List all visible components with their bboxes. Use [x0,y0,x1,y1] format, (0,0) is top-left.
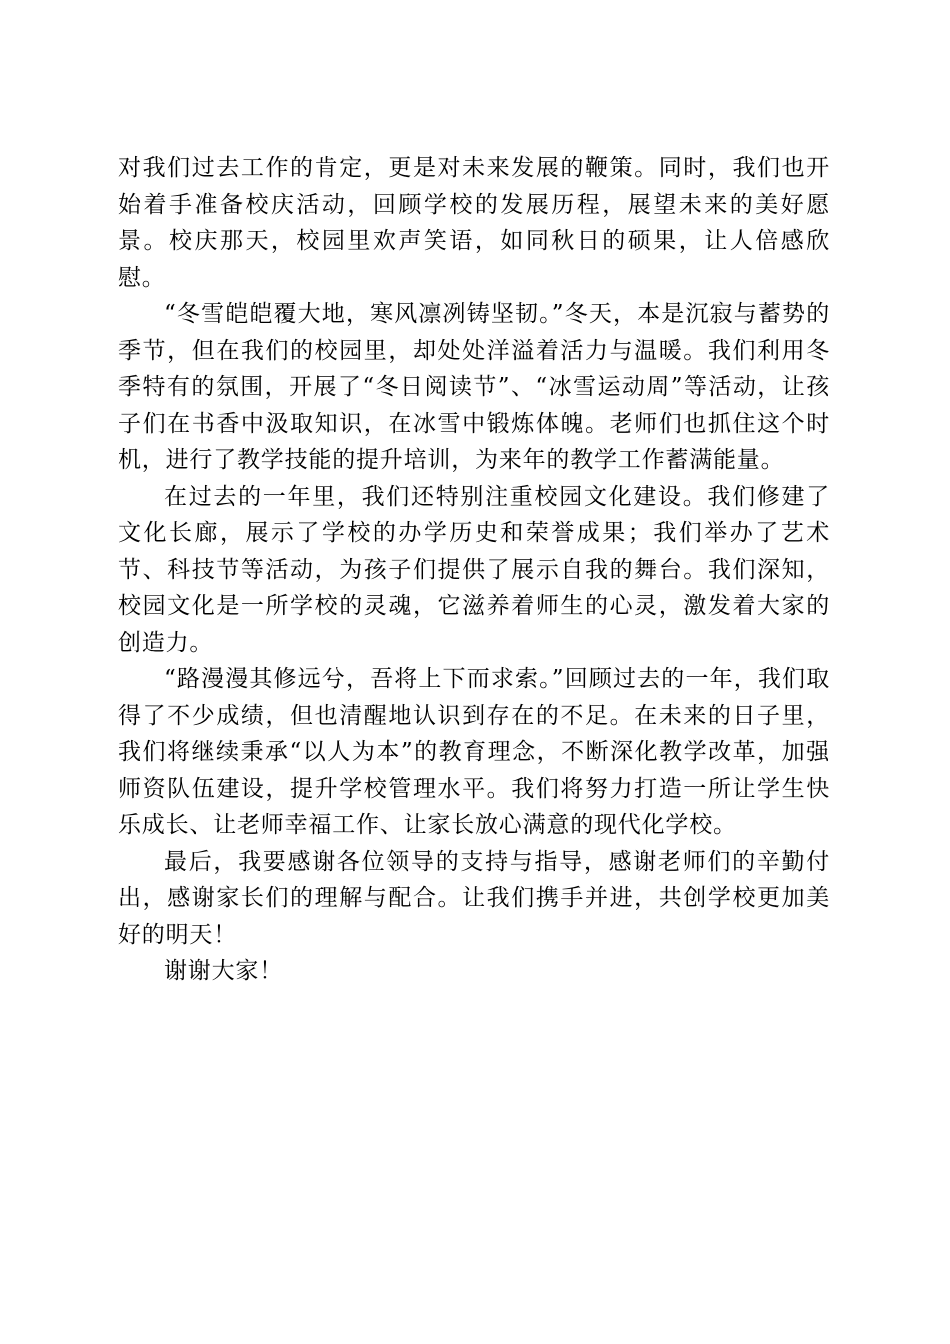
paragraph-thanks: 最后，我要感谢各位领导的支持与指导，感谢老师们的辛勤付出，感谢家长们的理解与配合。让我们携手并进，共创学校更加美好的明天！ [118,848,830,948]
paragraph-campus-culture: 在过去的一年里，我们还特别注重校园文化建设。我们修建了文化长廊，展示了学校的办学历史和荣誉成果；我们举办了艺术节、科技节等活动，为孩子们提供了展示自我的舞台。我们深知，校园文化是一所学校的灵魂，它滋养着师生的心灵，激发着大家的创造力。 [118,483,830,656]
paragraph-winter: “冬雪皑皑覆大地，寒风凛冽铸坚韧。”冬天，本是沉寂与蓄势的季节，但在我们的校园里，却处处洋溢着活力与温暖。我们利用冬季特有的氛围，开展了“冬日阅读节”、“冰雪运动周”等活动，让孩子们在书香中汲取知识，在冰雪中锻炼体魄。老师们也抓住这个时机，进行了教学技能的提升培训，为来年的教学工作蓄满能量。 [118,301,830,473]
paragraph-school-anniversary: 对我们过去工作的肯定，更是对未来发展的鞭策。同时，我们也开始着手准备校庆活动，回顾学校的发展历程，展望未来的美好愿景。校庆那天，校园里欢声笑语，如同秋日的硕果，让人倍感欣慰。 [118,155,830,291]
document-body [118,150,830,990]
paragraph-future-outlook: “路漫漫其修远兮，吾将上下而求索。”回顾过去的一年，我们取得了不少成绩，但也清醒地认识到存在的不足。在未来的日子里，我们将继续秉承“以人为本”的教育理念，不断深化教学改革，加强师资队伍建设，提升学校管理水平。我们将努力打造一所让学生快乐成长、让老师幸福工作、让家长放心满意的现代化学校。 [118,666,830,838]
paragraph-closing: 谢谢大家！ [164,958,283,984]
